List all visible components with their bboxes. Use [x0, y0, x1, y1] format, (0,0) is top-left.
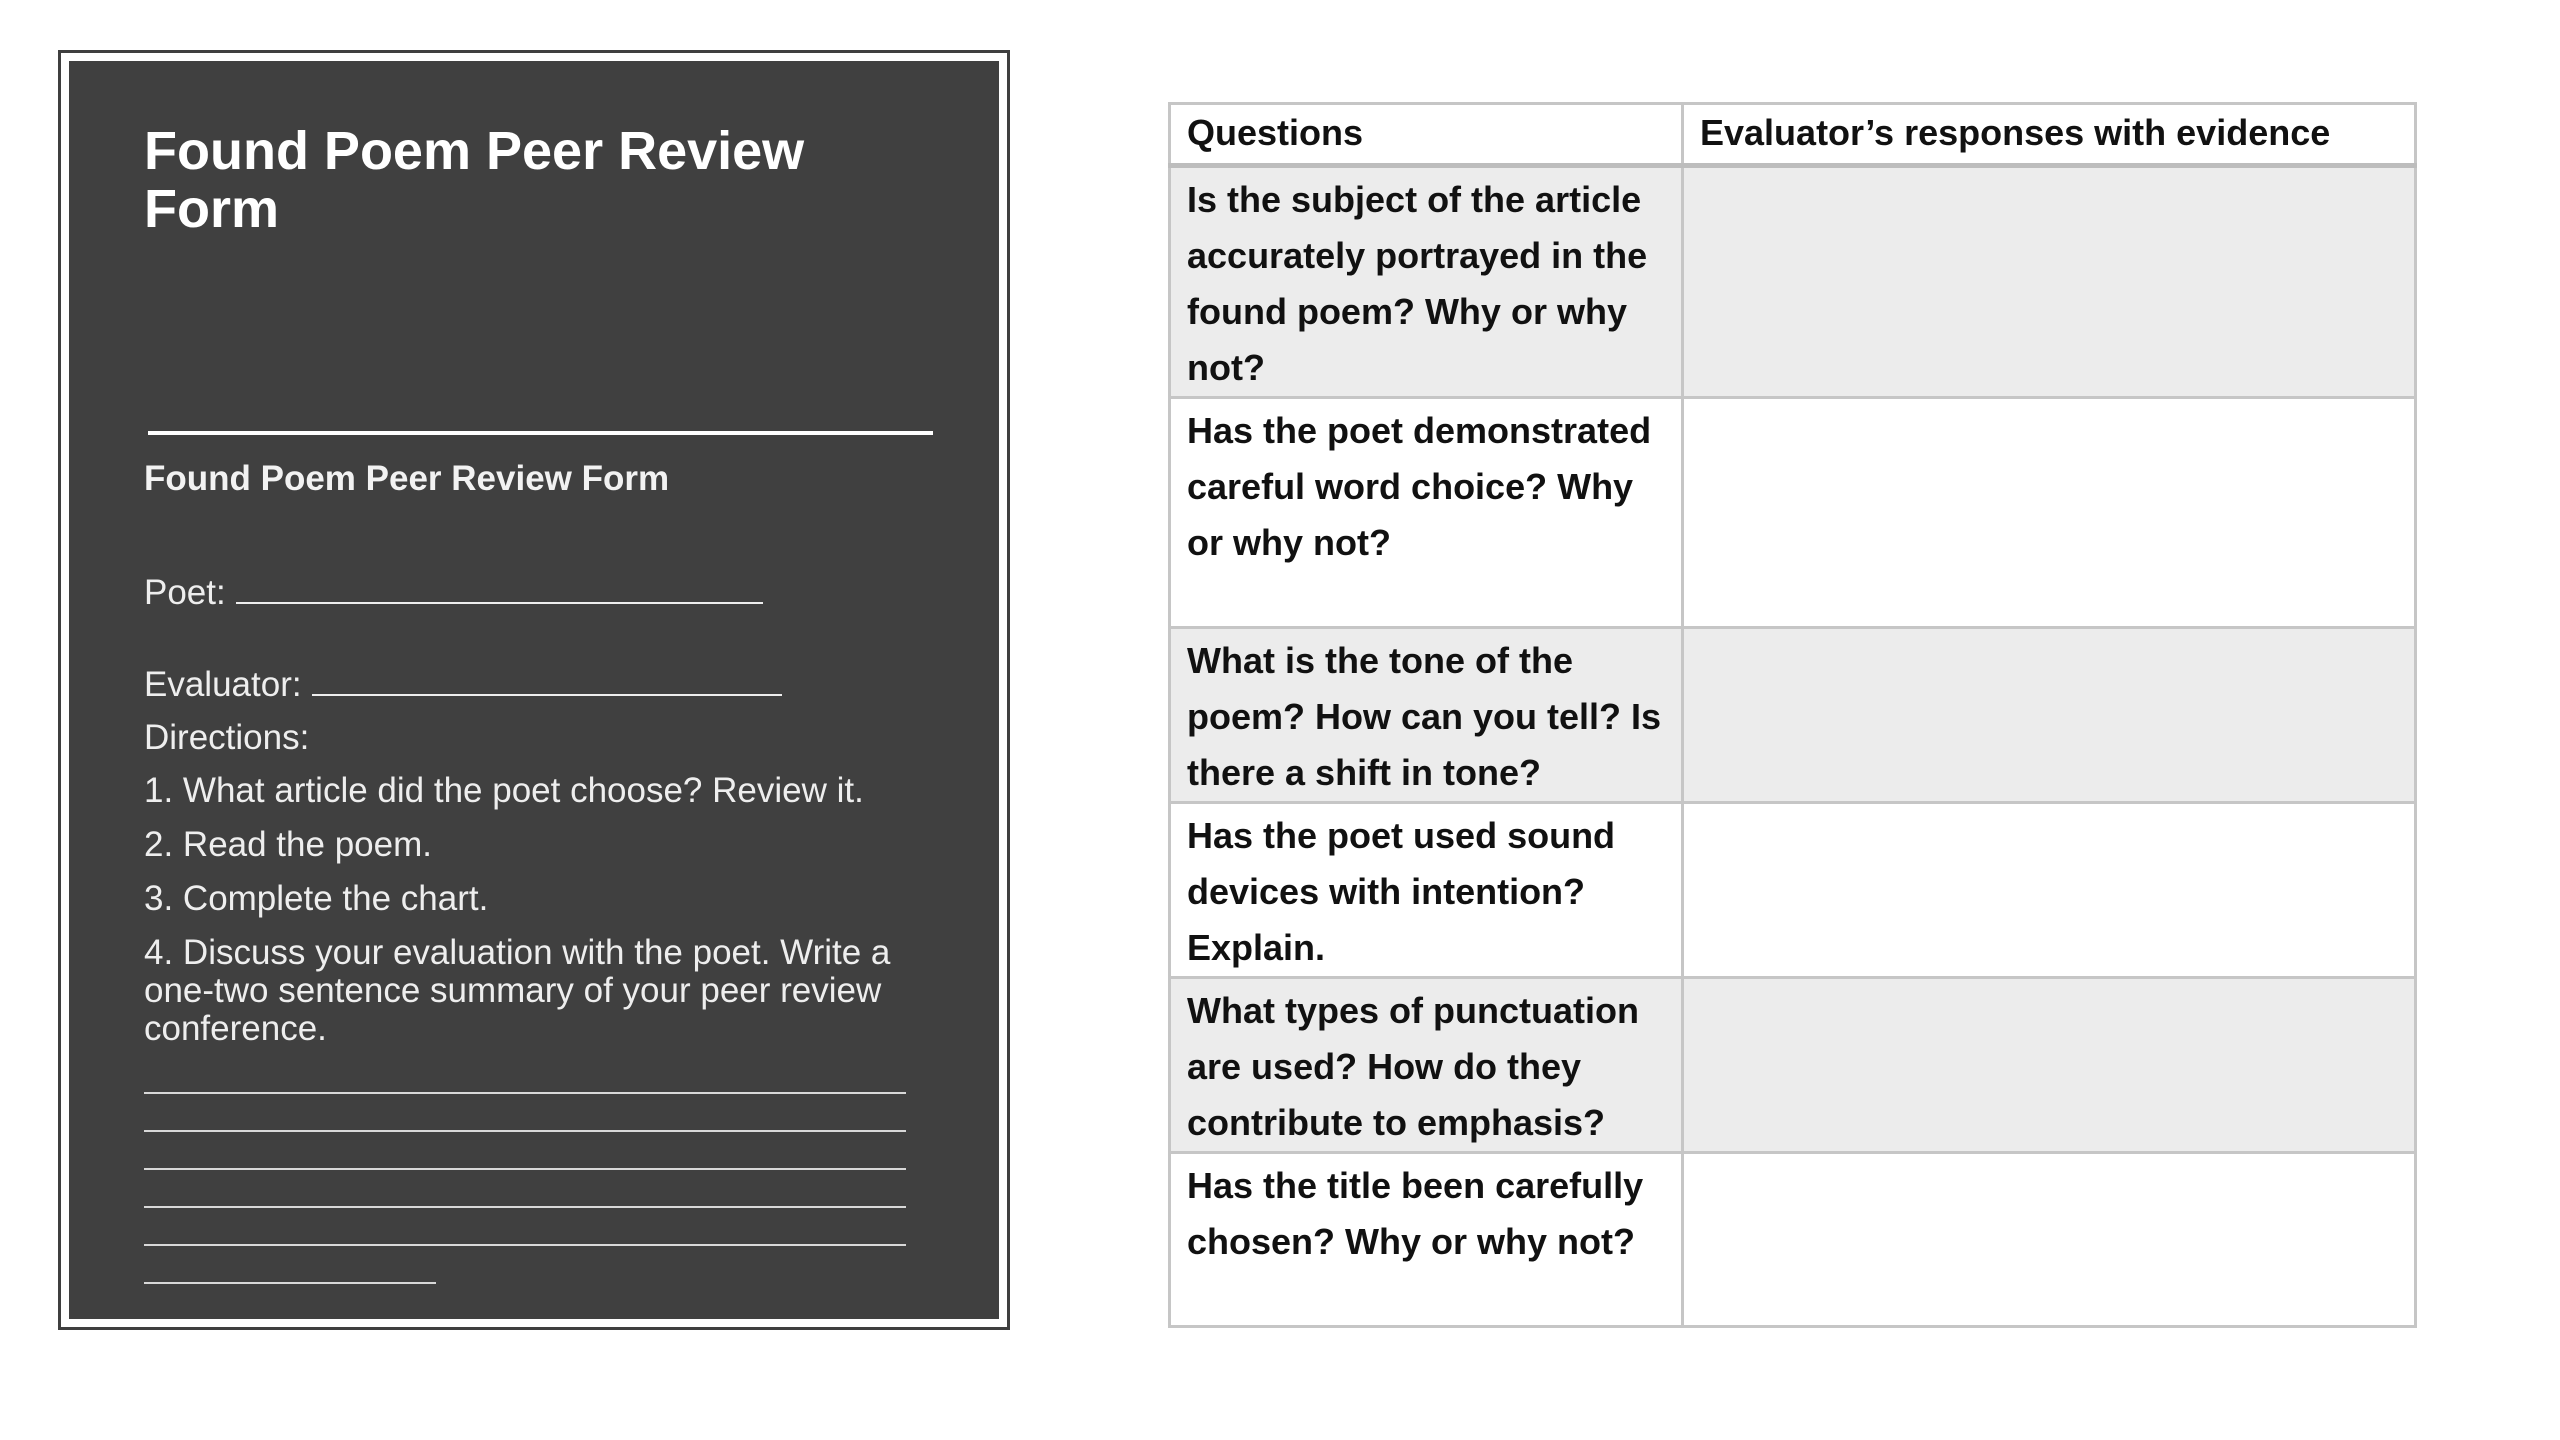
panel-title: Found Poem Peer Review Form: [144, 121, 805, 239]
evaluator-blank-line: [312, 664, 782, 696]
form-title: Found Poem Peer Review Form: [144, 459, 670, 498]
table-row: [1170, 398, 2416, 628]
direction-step-3: 3. Complete the chart.: [144, 879, 489, 918]
question-cell: Has the poet demonstrated careful word choice? Why or why not?: [1170, 398, 1683, 628]
question-cell: What types of punctuation are used? How do they contribute to emphasis?: [1170, 978, 1683, 1153]
direction-step-4: 4. Discuss your evaluation with the poet. Write a one-two sentence summary of your peer review conference.: [144, 933, 891, 1048]
question-cell: Has the poet used sound devices with intention? Explain.: [1170, 803, 1683, 978]
response-cell[interactable]: [1683, 1153, 2416, 1327]
table-row: [1170, 166, 2416, 398]
review-form-panel-body: [69, 61, 999, 1319]
evaluator-field: [144, 664, 782, 705]
summary-write-line: [144, 1282, 436, 1284]
table-row: [1170, 1153, 2416, 1327]
response-cell[interactable]: [1683, 166, 2416, 398]
table-row: [1170, 978, 2416, 1153]
question-cell: Is the subject of the article accurately portrayed in the found poem? Why or why not?: [1170, 166, 1683, 398]
questions-column-header: Questions: [1170, 104, 1683, 166]
question-cell: Has the title been carefully chosen? Why or why not?: [1170, 1153, 1683, 1327]
summary-write-line: [144, 1168, 906, 1170]
title-divider: [148, 431, 933, 435]
evaluator-label: Evaluator:: [144, 665, 302, 704]
question-cell: What is the tone of the poem? How can you tell? Is there a shift in tone?: [1170, 628, 1683, 803]
responses-column-header: Evaluator’s responses with evidence: [1683, 104, 2416, 166]
response-cell[interactable]: [1683, 398, 2416, 628]
table-header-row: [1170, 104, 2416, 166]
review-form-panel: [58, 50, 1010, 1330]
directions-label: Directions:: [144, 718, 310, 757]
response-cell[interactable]: [1683, 628, 2416, 803]
summary-write-line: [144, 1092, 906, 1094]
table-row: [1170, 803, 2416, 978]
table-row: [1170, 628, 2416, 803]
summary-write-line: [144, 1206, 906, 1208]
poet-label: Poet:: [144, 573, 226, 612]
direction-step-1: 1. What article did the poet choose? Review it.: [144, 771, 864, 810]
summary-write-line: [144, 1244, 906, 1246]
peer-review-table: [1168, 102, 2417, 1328]
direction-step-2: 2. Read the poem.: [144, 825, 432, 864]
response-cell[interactable]: [1683, 803, 2416, 978]
poet-blank-line: [236, 572, 763, 604]
poet-field: [144, 572, 763, 613]
summary-write-line: [144, 1130, 906, 1132]
response-cell[interactable]: [1683, 978, 2416, 1153]
